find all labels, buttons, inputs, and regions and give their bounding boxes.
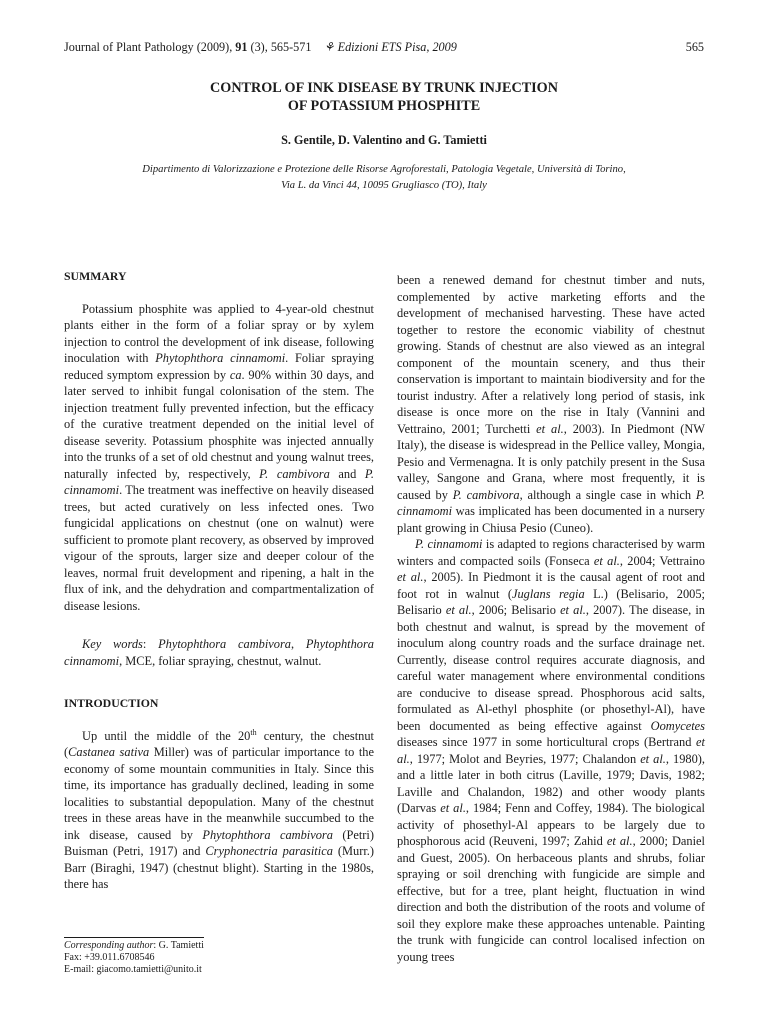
fax: Fax: +39.011.6708546 <box>64 952 155 964</box>
corresponding-author-footnote: Corresponding author: G. Tamietti Fax: +39.011.6708546 E-mail: giacomo.tamietti@unito.it <box>64 940 374 977</box>
right-column <box>397 272 705 965</box>
journal-citation: Journal of Plant Pathology (2009), 91 (3), 565-571 ⚘ Edizioni ETS Pisa, 2009 <box>64 40 457 54</box>
title-line-2: OF POTASSIUM PHOSPHITE <box>287 98 481 114</box>
publisher-logo-icon: ⚘ <box>323 40 335 54</box>
affiliation: Dipartimento di Valorizzazione e Protezione delle Risorse Agroforestali, Patologia Vegetale, Università di Torino, Via L. da Vinci 44, 10095 Grugliasco (TO), Italy <box>142 164 626 191</box>
running-header <box>64 40 704 58</box>
intro-paragraph-2: P. cinnamomi is adapted to regions characterised by warm winters and compacted soils (Fonseca et al., 2004; Vettraino et al., 2005). In Piedmont it is the causal agent of root and foot rot in walnut (Juglans regia L.) (Belisario, 2005; Belisario et al., 2006; Belisario et al., 2007). The disease, in both chestnut and walnut, is spread by the movement of inoculum along country roads and the surface drainage net. Currently, disease control requires accurate diagnosis, and careful water management where environmental conditions are conducive to disease spread. Phosphorous acid salts, formulated as Al-ethyl phosphite (or phosethyl-Al), have been documented as being effective against Oomycetes diseases since 1977 in some horticultural crops (Bertrand et al., 1977; Molot and Beyries, 1977; Chalandon et al., 1980), and a little later in both citrus (Laville, 1979; Davis, 1982; Laville and Chalandon, 1982) and other woody plants (Darvas et al., 1984; Fenn and Coffey, 1984). The biological activity of phosethyl-Al appears to be largely due to phosphorous acid (Reuveni, 1997; Zahid et al., 2000; Daniel and Guest, 2005). On herbaceous plants and shrubs, foliar spraying or soil drenching with fungicide are simple and effective, but for a tree, plant height, fluctuation in wind direction and both the distribution of the roots and volume of soil they explore make these approaches untenable. Painting the trunk with fungicide can control localised infection on young trees <box>397 537 706 964</box>
footnote-rule <box>64 937 204 938</box>
volume-number: 91 <box>235 40 248 54</box>
summary-paragraph: Potassium phosphite was applied to 4-year-old chestnut plants either in the form of a foliar spray or by xylem injection to control the development of ink disease, following inoculation with Phytophthora cinnamomi. Foliar spraying reduced symptom expression by ca. 90% within 30 days, and later served to inhibit fungal colonisation of the stem. The injection treatment fully prevented infection, but the efficacy of the curative treatment depended on the initial level of disease severity. Potassium phosphite was injected annually into the trunks of a set of old chestnut and young walnut trees, naturally infected by, respectively, P. cambivora and P. cinnamomi. The treatment was ineffective on heavily diseased trees, but acted curatively on less infected ones. Two fungicidal applications on chestnut (one on walnut) were sufficient to promote plant recovery, as observed by improved vigour of the sprouts, larger size and deeper colour of the leaves, normal fruit development and ripening, a halt in the flux of ink, and the dehydration and compartmentalization of disease lesions. <box>64 301 374 613</box>
introduction-paragraph: Up until the middle of the 20th century, the chestnut (Castanea sativa Miller) was of particular importance to the economy of some mountain communities in Italy. Since this time, its importance has gradually declined, leading in some localities to substantial depopulation. Many of the chestnut trees in these areas have in the meanwhile succumbed to the ink disease, caused by Phytophthora cambivora (Petri) Buisman (Petri, 1917) and Cryphonectria parasitica (Murr.) Barr (Biraghi, 1947) (chestnut blight). Starting in the 1980s, there has <box>64 727 374 891</box>
left-column <box>64 268 374 893</box>
summary-heading: SUMMARY <box>64 269 127 283</box>
article-title <box>64 79 704 115</box>
publisher-line: ⚘ Edizioni ETS Pisa, 2009 <box>323 40 457 54</box>
intro-continued-paragraph: been a renewed demand for chestnut timber and nuts, complemented by active marketing efforts and the development of mechanised harvesting. These have acted together to restore the economic viability of chestnut growing. Stands of chestnut are also viewed as an integral component of the mountain scenery, and thus their conservation is important to maintain biodiversity and for the tourist industry. After a relatively long period of stasis, ink disease is once more on the rise in Italy (Vannini and Vettraino, 2001; Turchetti et al., 2003). In Piedmont (NW Italy), the disease is widespread in the Pellice valley, Mongia, Pesio and Vermenagna. It is only patchily present in the Susa valley, Sangone and Grana, where most frequently, it is caused by P. cambivora, although a single case in which P. cinnamomi was implicated has been documented in a nursery plant growing in Chiusa Pesio (Cuneo). <box>397 273 705 535</box>
introduction-heading: INTRODUCTION <box>64 696 159 710</box>
title-line-1: CONTROL OF INK DISEASE BY TRUNK INJECTION <box>210 80 558 96</box>
authors: S. Gentile, D. Valentino and G. Tamietti <box>281 133 487 147</box>
email: E-mail: giacomo.tamietti@unito.it <box>64 964 202 976</box>
page-number: 565 <box>685 40 704 54</box>
keywords: Key words: Phytophthora cambivora, Phytophthora cinnamomi, MCE, foliar spraying, chestnut, walnut. <box>64 637 375 668</box>
